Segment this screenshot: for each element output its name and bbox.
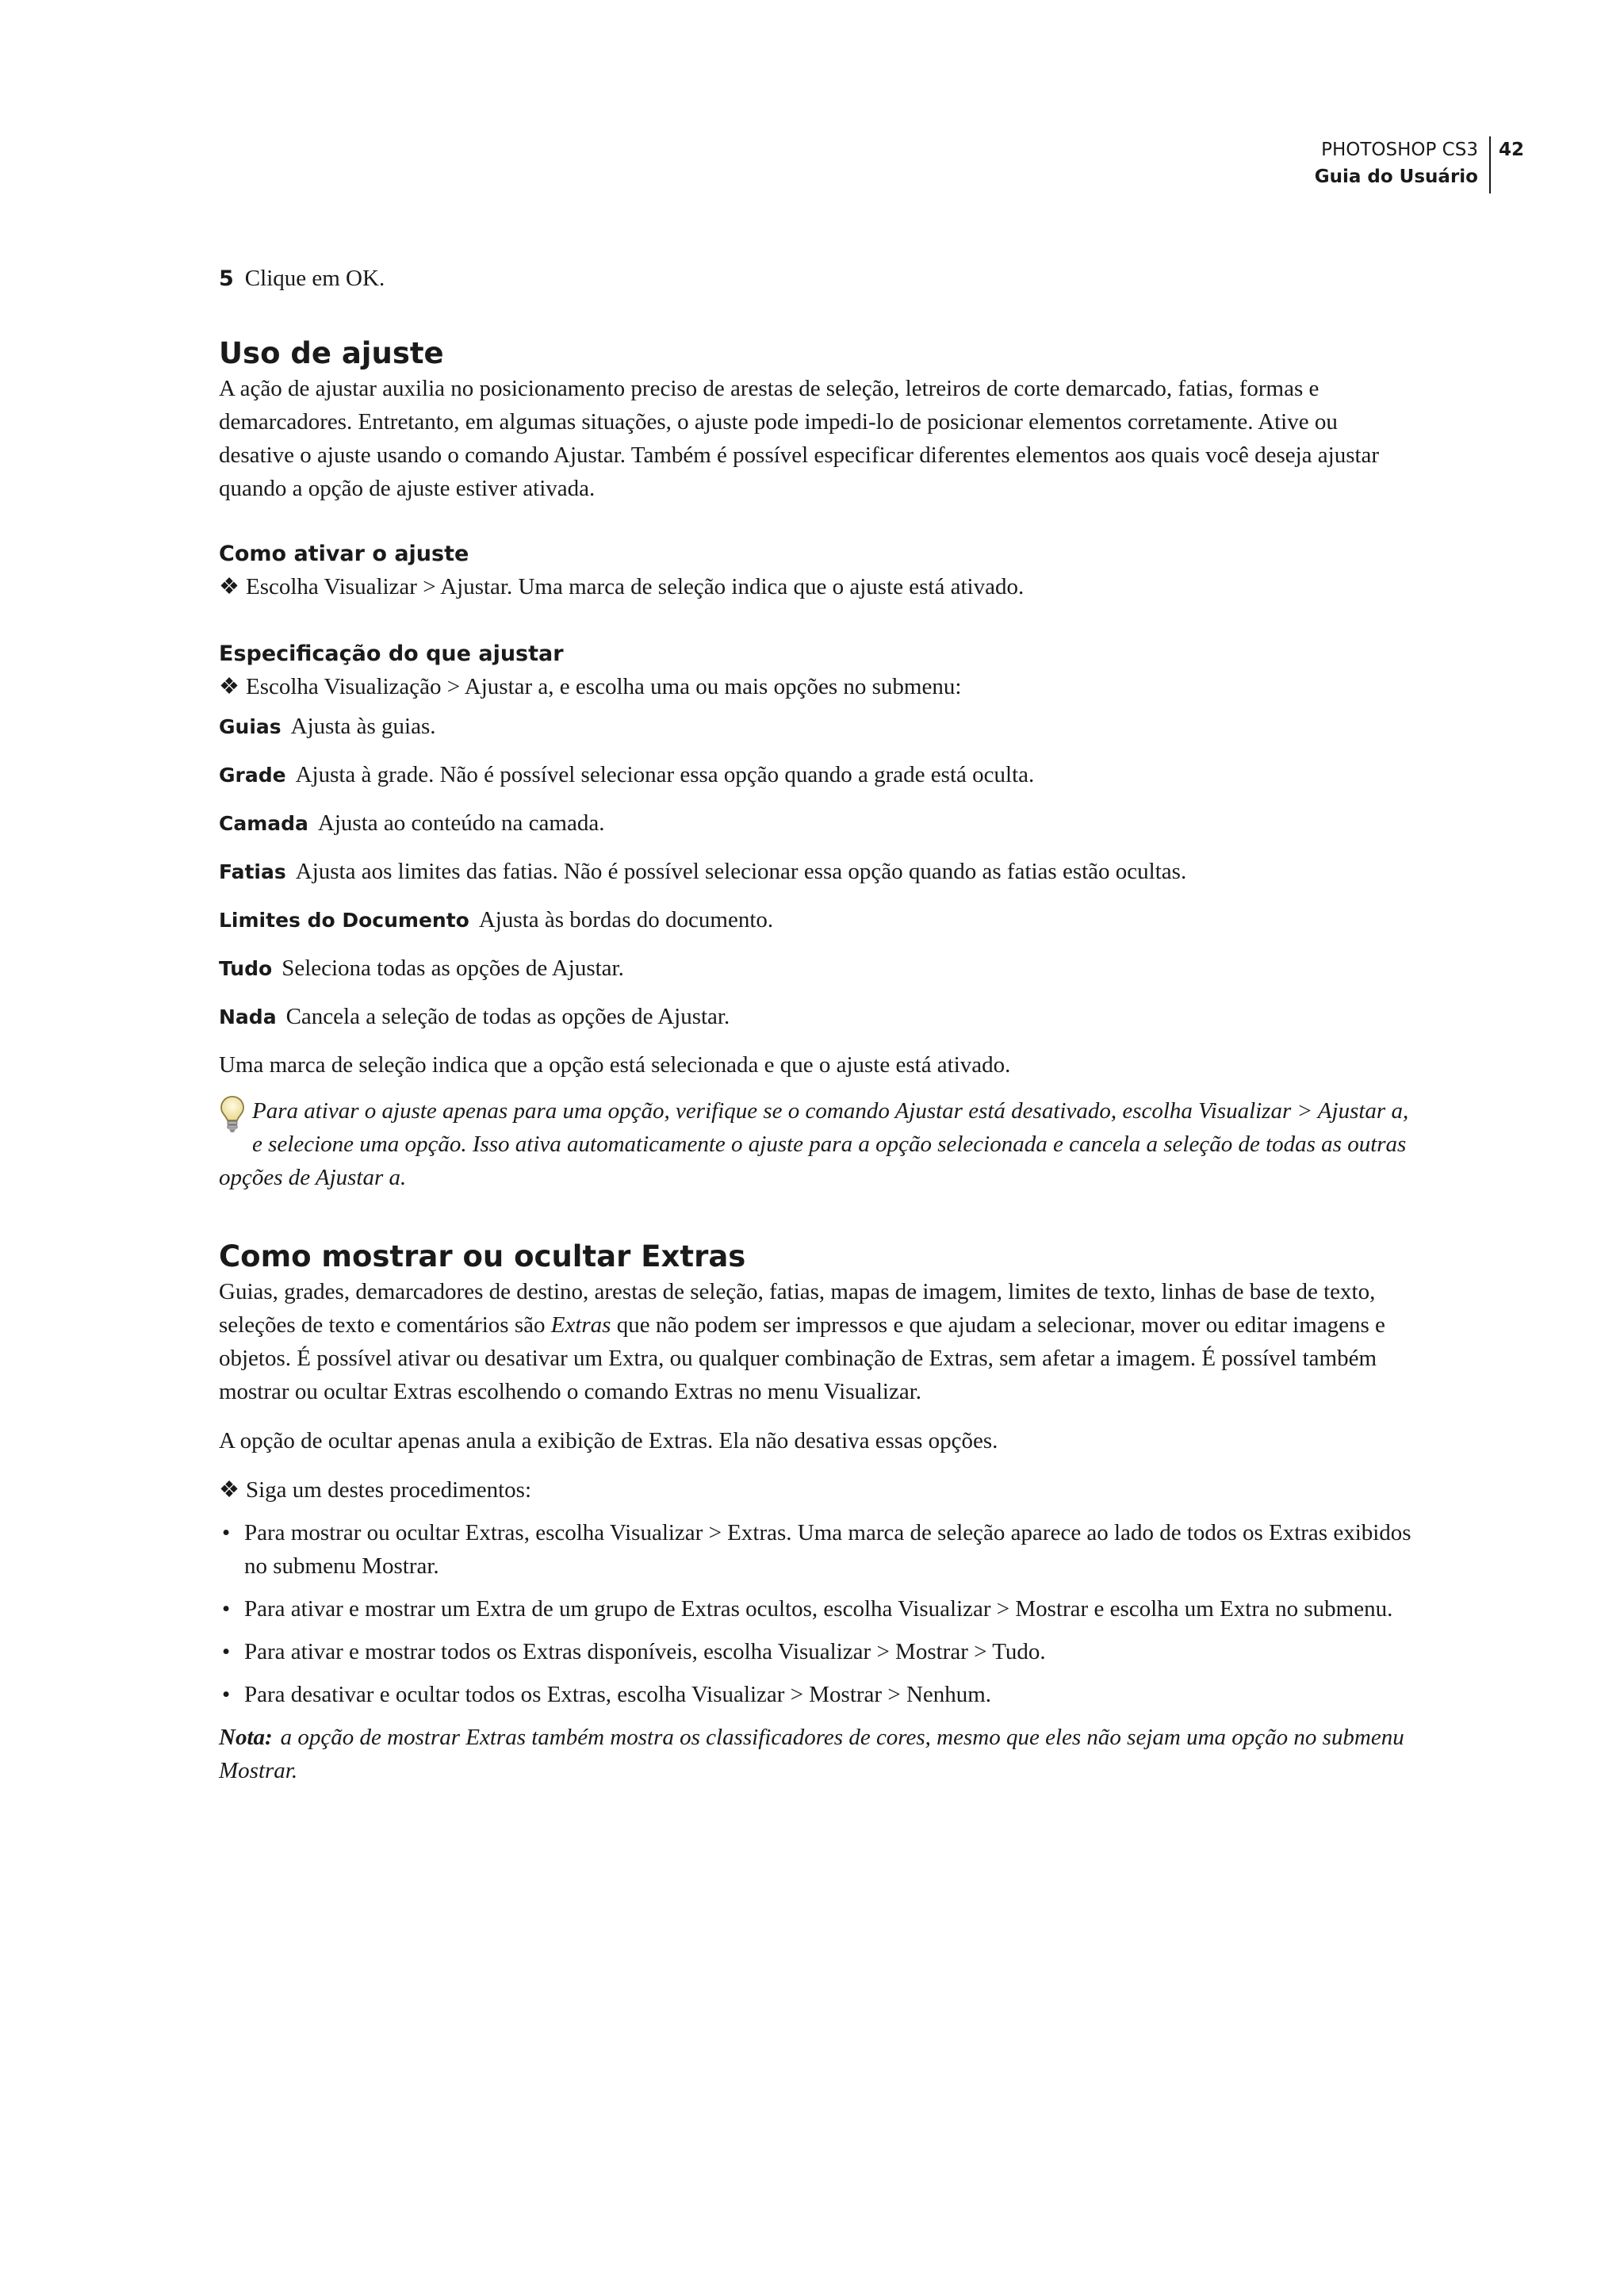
sub2-step-text: Escolha Visualização > Ajustar a, e escolha uma ou mais opções no submenu: <box>246 674 962 699</box>
section2-paragraph-2: A opção de ocultar apenas anula a exibição de Extras. Ela não desativa essas opções. <box>219 1428 998 1453</box>
diamond-bullet-icon: ❖ <box>219 1477 239 1503</box>
note-paragraph <box>219 1721 1416 1787</box>
section-title-mostrar-ocultar-extras: Como mostrar ou ocultar Extras <box>219 1239 746 1273</box>
option-desc: Ajusta às bordas do documento. <box>478 907 774 933</box>
section2-step <box>219 1473 1416 1507</box>
page-number: 42 <box>1498 140 1524 160</box>
option-grade <box>219 758 1416 792</box>
tip-text: Para ativar o ajuste apenas para uma opção, verifique se o comando Ajustar está desativado, escolha Visualizar > Ajustar a, e selecione uma opção. Isso ativa automaticamente o ajuste para a opção selecionada e cancela a seleção de todas as outras opções de Ajustar a. <box>219 1098 1409 1190</box>
option-term: Grade <box>219 764 286 787</box>
step-5 <box>219 262 1416 296</box>
bullet-dot-icon: • <box>222 1520 231 1545</box>
after-options-paragraph: Uma marca de seleção indica que a opção está selecionada e que o ajuste está ativado. <box>219 1052 1011 1078</box>
option-desc: Ajusta aos limites das fatias. Não é possível selecionar essa opção quando as fatias estão ocultas. <box>295 859 1187 884</box>
subsection-title-especificacao: Especificação do que ajustar <box>219 641 564 666</box>
list-item <box>219 1678 1416 1711</box>
option-limites-documento <box>219 903 1416 937</box>
tip-block <box>219 1094 1416 1194</box>
bullet-dot-icon: • <box>222 1682 231 1707</box>
procedures-list <box>219 1516 1416 1711</box>
sub1-step <box>219 570 1416 603</box>
page-content <box>219 262 1416 1787</box>
bullet-dot-icon: • <box>222 1596 231 1622</box>
list-item-text: Para ativar e mostrar um Extra de um grupo de Extras ocultos, escolha Visualizar > Mostrar e escolha um Extra no submenu. <box>244 1596 1393 1622</box>
sub2-step <box>219 670 1416 703</box>
list-item-text: Para ativar e mostrar todos os Extras disponíveis, escolha Visualizar > Mostrar > Tudo. <box>244 1639 1046 1664</box>
options-list <box>219 710 1416 1034</box>
option-fatias <box>219 855 1416 889</box>
option-tudo <box>219 952 1416 986</box>
option-term: Camada <box>219 812 308 835</box>
option-term: Nada <box>219 1005 277 1028</box>
diamond-bullet-icon: ❖ <box>219 674 239 699</box>
p1-emphasis: Extras <box>550 1312 611 1338</box>
diamond-bullet-icon: ❖ <box>219 574 239 599</box>
p1-part2: que não podem ser impressos e que ajudam a selecionar, mover ou editar imagens e objetos. É possível ativar ou desativar um Extra, ou qualquer combinação de Extras, sem afetar a imagem. É possível também mostrar ou ocultar Extras escolhendo o comando Extras no menu Visualizar. <box>219 1312 1385 1404</box>
section2-step-text: Siga um destes procedimentos: <box>246 1477 532 1503</box>
list-item-text: Para mostrar ou ocultar Extras, escolha Visualizar > Extras. Uma marca de seleção aparece ao lado de todos os Extras exibidos no submenu Mostrar. <box>244 1520 1411 1579</box>
p1-part1: Guias, grades, demarcadores de destino, arestas de seleção, fatias, mapas de imagem, limites de texto, linhas de base de texto, seleções de texto e comentários são <box>219 1279 1376 1338</box>
option-desc: Ajusta ao conteúdo na camada. <box>317 810 605 836</box>
step-number: 5 <box>219 266 234 291</box>
option-term: Tudo <box>219 957 273 980</box>
header-guide: Guia do Usuário <box>1314 167 1478 187</box>
list-item-text: Para desativar e ocultar todos os Extras, escolha Visualizar > Mostrar > Nenhum. <box>244 1682 992 1707</box>
step-text: Clique em OK. <box>244 266 385 291</box>
option-desc: Ajusta à grade. Não é possível selecionar essa opção quando a grade está oculta. <box>295 762 1035 787</box>
option-term: Fatias <box>219 860 286 883</box>
option-desc: Ajusta às guias. <box>290 714 436 739</box>
sub1-step-text: Escolha Visualizar > Ajustar. Uma marca de seleção indica que o ajuste está ativado. <box>246 574 1025 599</box>
option-desc: Seleciona todas as opções de Ajustar. <box>282 956 624 981</box>
option-camada <box>219 806 1416 841</box>
section1-paragraph: A ação de ajustar auxilia no posicionamento preciso de arestas de seleção, letreiros de corte demarcado, fatias, formas e demarcadores. Entretanto, em algumas situações, o ajuste pode impedi-lo de posicionar elementos corretamente. Ative ou desative o ajuste usando o comando Ajustar. Também é possível especificar diferentes elementos aos quais você deseja ajustar quando a opção de ajuste estiver ativada. <box>219 376 1380 501</box>
lightbulb-icon <box>219 1094 246 1134</box>
header-product: PHOTOSHOP CS3 <box>1321 140 1478 160</box>
note-text: a opção de mostrar Extras também mostra os classificadores de cores, mesmo que eles não sejam uma opção no submenu Mostrar. <box>219 1725 1404 1783</box>
note-label: Nota: <box>219 1725 273 1750</box>
option-nada <box>219 1000 1416 1034</box>
header-titles <box>1315 136 1489 190</box>
list-item <box>219 1592 1416 1626</box>
option-guias <box>219 710 1416 744</box>
option-term: Guias <box>219 715 282 738</box>
page-header <box>1315 136 1524 193</box>
option-desc: Cancela a seleção de todas as opções de Ajustar. <box>285 1004 730 1029</box>
bullet-dot-icon: • <box>222 1639 231 1664</box>
option-term: Limites do Documento <box>219 909 469 932</box>
subsection-title-ativar-ajuste: Como ativar o ajuste <box>219 542 469 566</box>
list-item <box>219 1635 1416 1668</box>
list-item <box>219 1516 1416 1583</box>
section2-paragraph-1 <box>219 1275 1416 1408</box>
section-title-uso-de-ajuste: Uso de ajuste <box>219 336 444 370</box>
